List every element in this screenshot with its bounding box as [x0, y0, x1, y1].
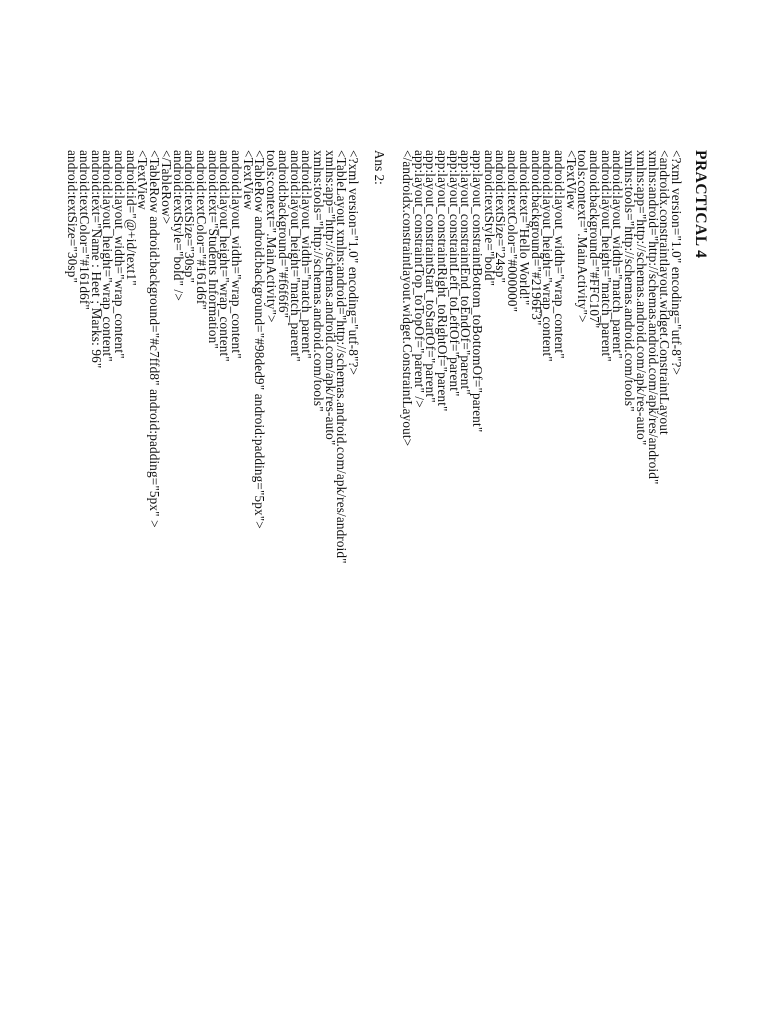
code-line: app:layout_constraintRight_toRightOf="parent" [434, 150, 450, 412]
answer-label: Ans 2: [372, 150, 388, 185]
code-line: android:textStyle="bold" /> [170, 150, 186, 301]
code-line: android:layout_height="match_parent" [598, 150, 614, 362]
code-line: android:layout_width="wrap_content" [112, 150, 128, 359]
code-line: app:layout_constraintBottom_toBottomOf="parent" [470, 150, 486, 433]
code-line: app:layout_constraintStart_toStartOf="parent" [423, 150, 439, 403]
code-line: android:background="#2196F3" [528, 150, 544, 326]
code-line: android:textColor="#161d6f" [76, 150, 92, 310]
code-line: android:layout_width="match_parent" [610, 150, 626, 359]
code-line: android:background="#f6f6f6" [275, 150, 291, 319]
code-line: app:layout_constraintLeft_toLeftOf="parent" [446, 150, 462, 397]
code-line: xmlns:app="http://schemas.android.com/apk/res-auto" [322, 150, 338, 446]
code-line: android:textSize="30sp" [182, 150, 198, 283]
code-line: <?xml version="1.0" encoding="utf-8"?> [346, 150, 362, 376]
code-line: app:layout_constraintTop_toTopOf="parent" /> [411, 150, 427, 408]
code-line: android:layout_height="match_parent" [287, 150, 303, 362]
code-line: android:layout_width="wrap_content" [551, 150, 567, 359]
code-line: android:text="Students Information" [205, 150, 221, 349]
code-line: xmlns:android="http://schemas.android.com/apk/res/android" [645, 150, 661, 485]
code-block-2 [67, 150, 360, 970]
code-line: android:textColor="#161d6f" [193, 150, 209, 310]
code-line: android:layout_height="wrap_content" [217, 150, 233, 362]
code-line: xmlns:tools="http://schemas.android.com/tools" [622, 150, 638, 412]
code-line: </androidx.constraintlayout.widget.ConstraintLayout> [399, 150, 415, 447]
code-line: <TableRow android:background="#c7ffd8" android:padding="5px" > [147, 150, 163, 528]
code-line: android:layout_height="wrap_content" [100, 150, 116, 362]
code-line: tools:context=".MainActivity"> [575, 150, 591, 323]
code-line: tools:context=".MainActivity"> [264, 150, 280, 323]
code-line: <TextView [563, 150, 579, 210]
code-line: xmlns:tools="http://schemas.android.com/tools" [311, 150, 327, 412]
code-line: android:textColor="#000000" [505, 150, 521, 313]
code-line: </TableRow> [158, 150, 174, 225]
page-title: PRACTICAL 4 [692, 150, 709, 259]
code-line: android:text="Hello World!" [516, 150, 532, 306]
code-line: app:layout_constraintEnd_toEndOf="parent" [458, 150, 474, 395]
code-line: <?xml version="1.0" encoding="utf-8"?> [669, 150, 684, 376]
code-line: <TableRow android:background="#98ded9" android:padding="5px"> [252, 150, 268, 529]
code-line: <TextView [240, 150, 256, 210]
code-line: android:background="#FFC107" [587, 150, 603, 329]
code-line: android:textStyle="bold" [481, 150, 497, 287]
code-line: android:textSize="24sp" [493, 150, 509, 283]
code-line: android:layout_width="match_parent" [299, 150, 315, 359]
code-line: android:text="Name : Heet ; Marks: 96" [88, 150, 104, 369]
code-line: xmlns:app="http://schemas.android.com/apk/res-auto" [633, 150, 649, 446]
code-line: android:id="@+id/text1" [123, 150, 139, 286]
document-content [67, 150, 708, 970]
code-line: <TextView [135, 150, 151, 210]
code-line: android:textSize="30sp" [65, 150, 81, 283]
code-line: android:layout_height="wrap_content" [540, 150, 556, 362]
code-line: android:layout_width="wrap_content" [229, 150, 245, 359]
code-block-1 [401, 150, 682, 970]
code-line: <androidx.constraintlayout.widget.ConstraintLayout [657, 150, 673, 435]
code-line: <TableLayout xmlns:android="http://schemas.android.com/apk/res/android" [334, 150, 350, 564]
